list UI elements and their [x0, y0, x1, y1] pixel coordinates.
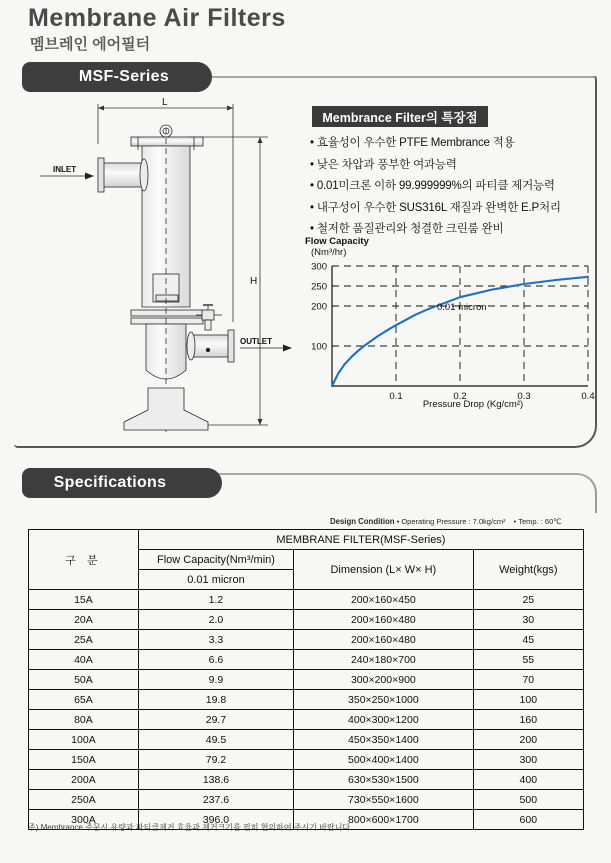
design-condition-label: Design Condition [330, 517, 395, 526]
table-row [29, 790, 584, 810]
col-header-micron: 0.01 micron [138, 570, 293, 590]
cell-flow: 3.3 [138, 630, 293, 650]
cell-size: 25A [29, 630, 139, 650]
design-condition [330, 517, 562, 526]
cell-weight: 200 [473, 730, 583, 750]
chart-y-axis-label: Flow Capacity (Nm³/hr) [305, 236, 369, 258]
cell-flow: 19.8 [138, 690, 293, 710]
page-title: Membrane Air Filters [28, 4, 286, 32]
cell-size: 100A [29, 730, 139, 750]
feature-item [310, 220, 595, 236]
spec-corner [560, 473, 597, 513]
cell-flow: 29.7 [138, 710, 293, 730]
cell-size: 250A [29, 790, 139, 810]
cell-weight: 600 [473, 810, 583, 830]
cell-weight: 100 [473, 690, 583, 710]
page-subtitle: 멤브레인 에어필터 [30, 36, 151, 53]
cell-dimension: 200×160×450 [294, 590, 474, 610]
table-row [29, 670, 584, 690]
design-condition-temp: • Temp. : 60℃ [513, 517, 562, 526]
table-row [29, 610, 584, 630]
section-banner-spec-label: Specifications [53, 474, 167, 491]
feature-item [310, 199, 595, 215]
specifications-table [28, 529, 584, 830]
cell-dimension: 800×600×1700 [294, 810, 474, 830]
cell-weight: 500 [473, 790, 583, 810]
spec-top-rule [218, 473, 578, 475]
col-header-gubun: 구 분 [29, 530, 139, 590]
chart-annotation: 0.01 micron [437, 302, 487, 313]
cell-size: 50A [29, 670, 139, 690]
cell-dimension: 200×160×480 [294, 610, 474, 630]
cell-size: 15A [29, 590, 139, 610]
features-list [310, 134, 595, 242]
cell-size: 20A [29, 610, 139, 630]
cell-flow: 2.0 [138, 610, 293, 630]
feature-item [310, 134, 595, 150]
feature-text: 철저한 품질관리와 청결한 크린룸 완비 [316, 223, 504, 235]
cell-weight: 400 [473, 770, 583, 790]
cell-weight: 45 [473, 630, 583, 650]
dimension-label-l: L [162, 97, 168, 108]
cell-size: 150A [29, 750, 139, 770]
cell-size: 80A [29, 710, 139, 730]
chart-x-tick: 0.1 [389, 391, 403, 402]
cell-dimension: 300×200×900 [294, 670, 474, 690]
cell-flow: 6.6 [138, 650, 293, 670]
table-row [29, 730, 584, 750]
cell-weight: 300 [473, 750, 583, 770]
feature-item [310, 177, 595, 193]
table-row [29, 710, 584, 730]
cell-dimension: 730×550×1600 [294, 790, 474, 810]
chart-y-tick: 250 [311, 281, 327, 293]
features-heading [312, 106, 488, 127]
dimension-label-h: H [250, 276, 258, 287]
outlet-label: OUTLET [240, 337, 272, 346]
col-header-dimension: Dimension (L× W× H) [294, 550, 474, 590]
chart-x-tick: 0.3 [517, 391, 531, 402]
feature-text: 내구성이 우수한 SUS316L 재질과 완벽한 E.P처리 [316, 201, 561, 214]
section-banner-series-label: MSF-Series [78, 68, 170, 85]
cell-flow: 9.9 [138, 670, 293, 690]
feature-text: 효율성이 우수한 PTFE Membrance 적용 [316, 137, 515, 149]
table-row [29, 690, 584, 710]
col-header-group: MEMBRANE FILTER(MSF-Series) [138, 530, 583, 550]
col-header-flow: Flow Capacity(Nm³/min) [138, 550, 293, 570]
cell-dimension: 240×180×700 [294, 650, 474, 670]
chart-x-axis-label: Pressure Drop (Kg/cm²) [422, 399, 524, 410]
table-row [29, 750, 584, 770]
flow-capacity-chart [300, 236, 598, 421]
cell-weight: 70 [473, 670, 583, 690]
cell-flow: 1.2 [138, 590, 293, 610]
cell-dimension: 200×160×480 [294, 630, 474, 650]
bullet-icon: • [310, 201, 314, 214]
bullet-icon: • [310, 137, 314, 149]
section-banner-series [22, 62, 212, 92]
table-header-row [29, 530, 584, 550]
features-heading-label: Membrance Filter의 특장점 [322, 110, 478, 125]
feature-text: 낮은 차압과 풍부한 여과능력 [316, 158, 457, 171]
cell-size: 200A [29, 770, 139, 790]
table-row [29, 650, 584, 670]
bullet-icon: • [310, 158, 314, 171]
cell-size: 65A [29, 690, 139, 710]
cell-weight: 160 [473, 710, 583, 730]
chart-x-tick: 0.2 [453, 391, 467, 402]
cell-weight: 30 [473, 610, 583, 630]
bullet-icon: • [310, 223, 314, 235]
chart-y-tick: 100 [311, 341, 327, 353]
cell-dimension: 350×250×1000 [294, 690, 474, 710]
chart-plot-area [300, 236, 598, 421]
cell-weight: 55 [473, 650, 583, 670]
cell-flow: 237.6 [138, 790, 293, 810]
table-body [29, 590, 584, 830]
cell-flow: 79.2 [138, 750, 293, 770]
section-banner-specifications [22, 468, 222, 498]
table-row [29, 630, 584, 650]
cell-size: 300A [29, 810, 139, 830]
footnote: 주) Membrance 주문시 유량과 파티클제거 효율과 제거크기를 필히 협의하여 주시기 바랍니다 [28, 823, 351, 832]
cell-dimension: 400×300×1200 [294, 710, 474, 730]
feature-text: 0.01미크론 이하 99.999999%의 파티클 제거능력 [316, 180, 555, 192]
cell-size: 40A [29, 650, 139, 670]
design-condition-pressure: • Operating Pressure : 7.0kg/cm² [396, 517, 506, 526]
bullet-icon: • [310, 180, 314, 192]
cell-dimension: 450×350×1400 [294, 730, 474, 750]
chart-y-tick: 300 [311, 261, 327, 273]
feature-item [310, 156, 595, 172]
filter-assembly-diagram [28, 92, 296, 437]
table-row [29, 770, 584, 790]
cell-weight: 25 [473, 590, 583, 610]
col-header-weight: Weight(kgs) [473, 550, 583, 590]
table-row [29, 590, 584, 610]
chart-y-tick: 200 [311, 301, 327, 313]
cell-flow: 396.0 [138, 810, 293, 830]
chart-x-tick: 0.4 [581, 391, 595, 402]
cell-dimension: 500×400×1400 [294, 750, 474, 770]
cell-dimension: 630×530×1500 [294, 770, 474, 790]
inlet-label: INLET [53, 165, 77, 174]
cell-flow: 49.5 [138, 730, 293, 750]
cell-flow: 138.6 [138, 770, 293, 790]
